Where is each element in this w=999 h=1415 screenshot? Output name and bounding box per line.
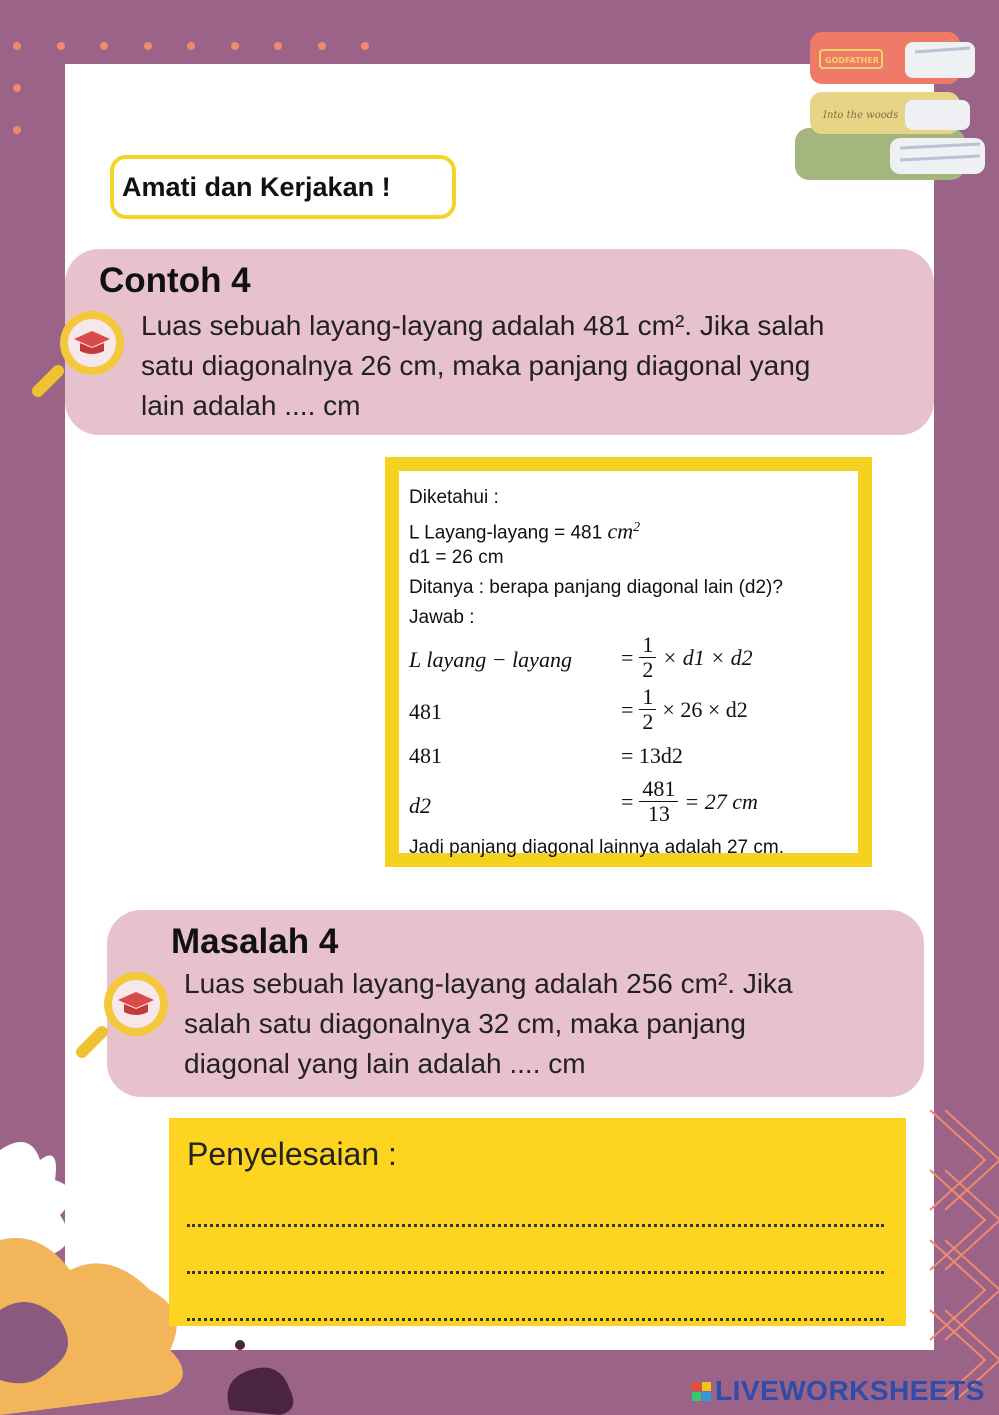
- equation-1: L layang − layang = $\frac{1}{2}$ × d1 × d2: [409, 632, 753, 682]
- answer-label: Penyelesaian :: [187, 1136, 397, 1172]
- problem-question: Luas sebuah layang-layang adalah 256 cm². Jika salah satu diagonalnya 32 cm, maka panjang diagonal yang lain adalah .... cm: [184, 968, 793, 1079]
- instruction-header: [110, 155, 456, 219]
- equation-3: 481 = 13d2: [409, 743, 683, 768]
- answer-box: [169, 1118, 906, 1326]
- example-question: Luas sebuah layang-layang adalah 481 cm². Jika salah satu diagonalnya 26 cm, maka panjang diagonal yang lain adalah .... cm: [141, 310, 825, 421]
- magnifier-graduation-icon: [74, 964, 174, 1064]
- svg-text:Into the woods: Into the woods: [823, 110, 899, 121]
- liveworksheets-logo[interactable]: LIVEWORKSHEETS: [692, 1375, 985, 1407]
- magnifier-graduation-icon: [30, 303, 130, 403]
- problem-title: Masalah 4: [171, 922, 339, 961]
- example-solution-box: [385, 457, 872, 867]
- answer-line-1[interactable]: [187, 1180, 884, 1227]
- answer-line-2[interactable]: [187, 1227, 884, 1274]
- instruction-title: Amati dan Kerjakan !: [122, 171, 391, 202]
- example-solution: Diketahui : L Layang-layang = 481 $cm^2$ d1 = 26 cm Ditanya : berapa panjang diagonal lain (d2)? Jawab : L layang − layang = $\frac{1}{2}$ × d1 × d2 481 = $\frac{1}{2}$ × 26 × d2 481 = 13d2 d2 = $\frac{481}{13}$ = 27 cm Jadi panjang diagonal lainnya adalah 27 cm.: [399, 471, 858, 853]
- liveworksheets-icon: [692, 1382, 711, 1401]
- svg-text:GODFATHER: GODFATHER: [825, 56, 879, 65]
- chevron-decoration: [890, 1110, 999, 1400]
- books-illustration: [785, 20, 995, 190]
- equation-2: 481 = $\frac{1}{2}$ × 26 × d2: [409, 684, 748, 734]
- example-title: Contoh 4: [99, 261, 251, 300]
- equation-4: d2 = $\frac{481}{13}$ = 27 cm: [409, 776, 758, 826]
- problem-card: [107, 910, 924, 1097]
- answer-line-3[interactable]: [187, 1274, 884, 1321]
- example-card: [65, 249, 934, 435]
